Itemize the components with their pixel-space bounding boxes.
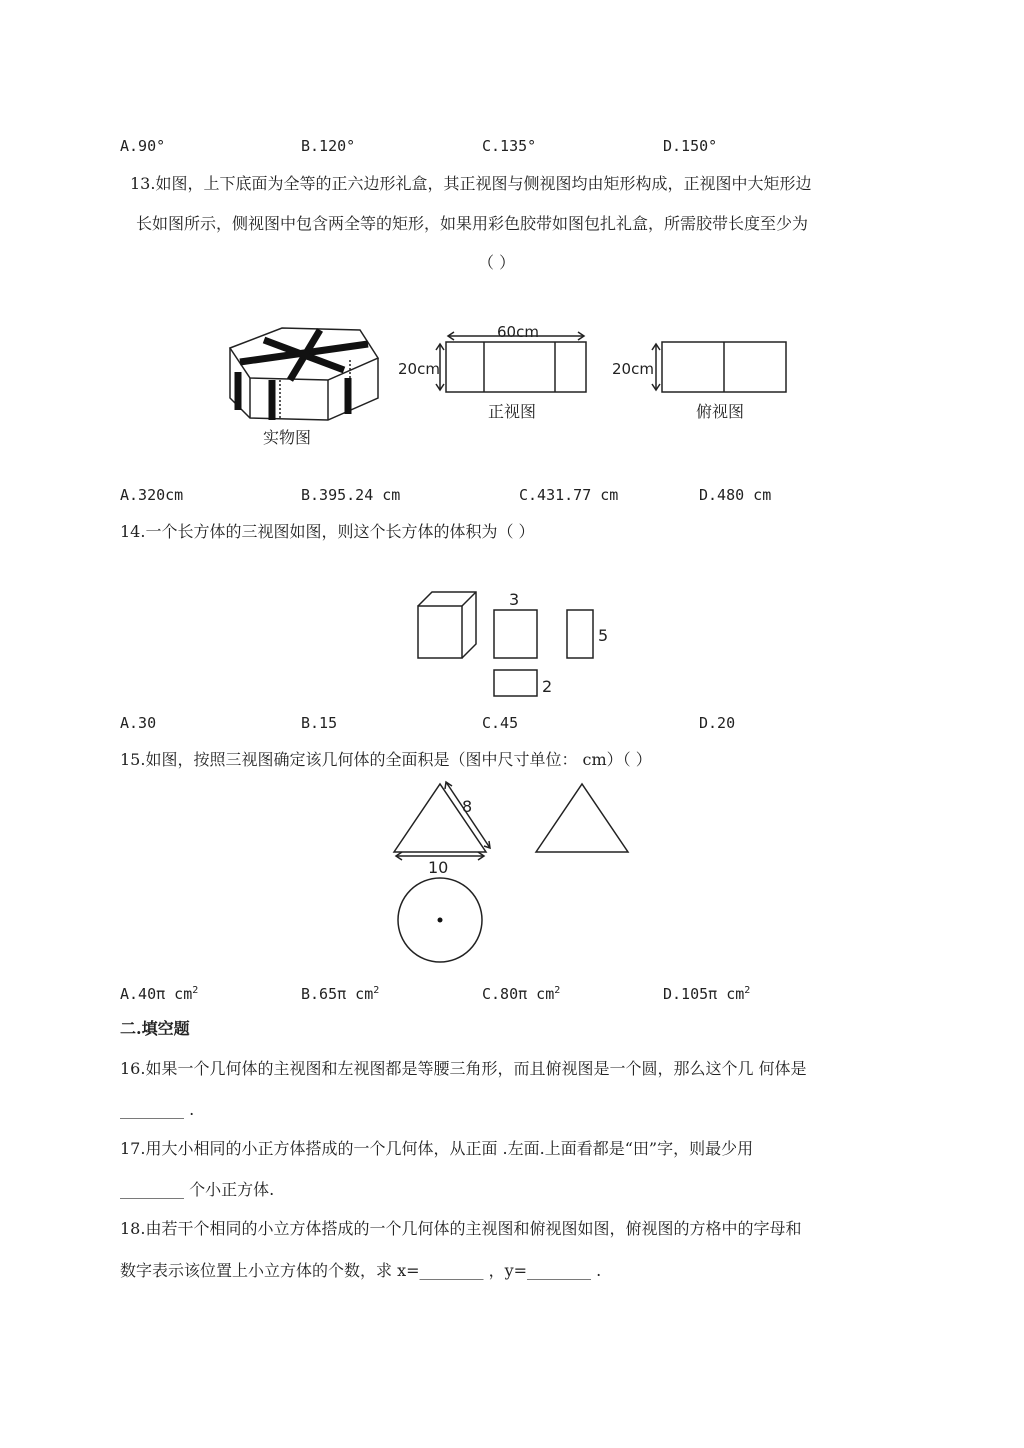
q14-label-3: 3 [509,590,520,609]
q13-answer-bracket: （ ） [478,253,516,272]
q14-option-b: B.15 [301,714,338,732]
section-fill-in-heading: 二.填空题 [120,1019,190,1038]
q12-option-b: B.120° [301,137,356,155]
q14-label-2: 2 [542,677,553,696]
q14-option-c: C.45 [482,714,519,732]
q13-option-d: D.480 cm [699,486,772,504]
q15-cone-views-figure [388,776,638,966]
q16-answer-blank: ________ . [120,1100,195,1119]
q15-option-c: C.80π $cm^2$ [482,985,561,1003]
q13-object-label: 实物图 [263,428,312,447]
q17-answer-blank: ________ 个小正方体. [120,1180,275,1199]
q13-text-line2: 长如图所示，侧视图中包含两全等的矩形，如果用彩色胶带如图包扎礼盒，所需胶带长度至少为 [136,214,809,233]
q13-top-height-label: 20cm [612,360,654,378]
q13-option-b: B.395.24 cm [301,486,401,504]
q13-text-line1: 13.如图，上下底面为全等的正六边形礼盒，其正视图与侧视图均由矩形构成，正视图中大矩形边 [130,174,812,193]
q14-option-d: D.20 [699,714,736,732]
q15-option-b: B.65π $cm^2$ [301,985,380,1003]
q12-option-c: C.135° [482,137,537,155]
q13-option-c: C.431.77 cm [519,486,619,504]
q13-top-view-label: 俯视图 [696,402,745,421]
q17-text-line1: 17.用大小相同的小正方体搭成的一个几何体，从正面 .左面.上面看都是“田”字，则最少用 [120,1139,754,1158]
q14-label-5: 5 [598,626,609,645]
q14-option-a: A.30 [120,714,157,732]
q13-width-label: 60cm [497,323,539,341]
q18-text-line2: 数字表示该位置上小立方体的个数，求 x=________ ，y=________ . [120,1261,602,1280]
q16-text-line1: 16.如果一个几何体的主视图和左视图都是等腰三角形，而且俯视图是一个圆，那么这个几 何体是 [120,1059,807,1078]
q15-option-a: A.40π $cm^2$ [120,985,199,1003]
q13-front-height-label: 20cm [398,360,440,378]
q15-slant-label: 8 [462,797,473,816]
q18-text-line1: 18.由若干个相同的小立方体搭成的一个几何体的主视图和俯视图如图，俯视图的方格中的字母和 [120,1219,802,1238]
q12-option-a: A.90° [120,137,166,155]
q12-option-d: D.150° [663,137,718,155]
q14-text: 14.一个长方体的三视图如图，则这个长方体的体积为（ ） [120,522,535,541]
q15-text: 15.如图，按照三视图确定该几何体的全面积是（图中尺寸单位： cm）（ ） [120,750,652,769]
q13-front-view-label: 正视图 [488,402,537,421]
q13-option-a: A.320cm [120,486,184,504]
q15-base-label: 10 [428,858,449,877]
q15-option-d: D.105π $cm^2$ [663,985,751,1003]
